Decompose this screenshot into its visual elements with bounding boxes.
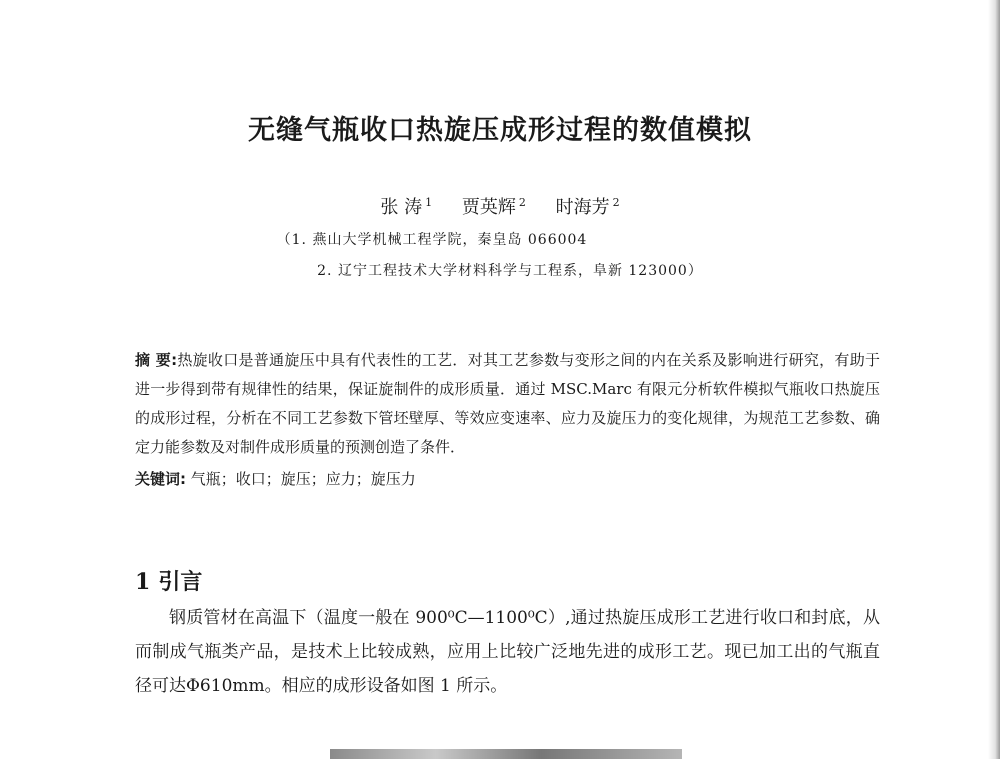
section-title: 引言 xyxy=(158,569,203,595)
author-affiliation-mark: 2 xyxy=(518,196,526,209)
abstract xyxy=(135,346,880,462)
author-name: 时海芳 xyxy=(555,197,610,218)
abstract-text: 热旋收口是普通旋压中具有代表性的工艺．对其工艺参数与变形之间的内在关系及影响进行研究，有助于进一步得到带有规律性的结果，保证旋制件的成形质量．通过 MSC.Marc 有限元分析软件模拟气瓶收口热旋压的成形过程，分析在不同工艺参数下管坯壁厚、等效应变速率、应力及旋压力的变化规律，为规范工艺参数、确定力能参数及对制件成形质量的预测创造了条件． xyxy=(135,351,880,456)
figure-1-top-edge xyxy=(330,749,682,759)
section-heading-introduction xyxy=(135,565,202,596)
author-affiliation-mark: 2 xyxy=(612,196,620,209)
scan-page-edge xyxy=(988,0,1000,759)
author-affiliation-mark: 1 xyxy=(425,196,433,209)
author-list xyxy=(0,193,1000,219)
affiliation-1: （1. 燕山大学机械工程学院，秦皇岛 066004 xyxy=(276,232,588,248)
keywords xyxy=(135,468,880,489)
author-2 xyxy=(462,197,526,218)
paper-title: 无缝气瓶收口热旋压成形过程的数值模拟 xyxy=(248,115,752,146)
section-number: 1 xyxy=(135,569,151,595)
keywords-text: 气瓶；收口；旋压；应力；旋压力 xyxy=(190,470,416,488)
affiliation-2: 2. 辽宁工程技术大学材料科学与工程系，阜新 123000） xyxy=(317,263,703,279)
abstract-label: 摘 要: xyxy=(135,351,178,369)
keywords-label: 关键词: xyxy=(135,470,186,488)
author-name: 贾英辉 xyxy=(461,197,516,218)
author-name: 张 涛 xyxy=(380,197,423,218)
author-3 xyxy=(556,197,620,218)
author-1 xyxy=(380,197,432,218)
introduction-paragraph: 钢质管材在高温下（温度一般在 900⁰C—1100⁰C）,通过热旋压成形工艺进行收口和封底，从而制成气瓶类产品，是技术上比较成熟，应用上比较广泛地先进的成形工艺。现已加工出的气瓶直径可达Φ610mm。相应的成形设备如图 1 所示。 xyxy=(135,608,880,696)
